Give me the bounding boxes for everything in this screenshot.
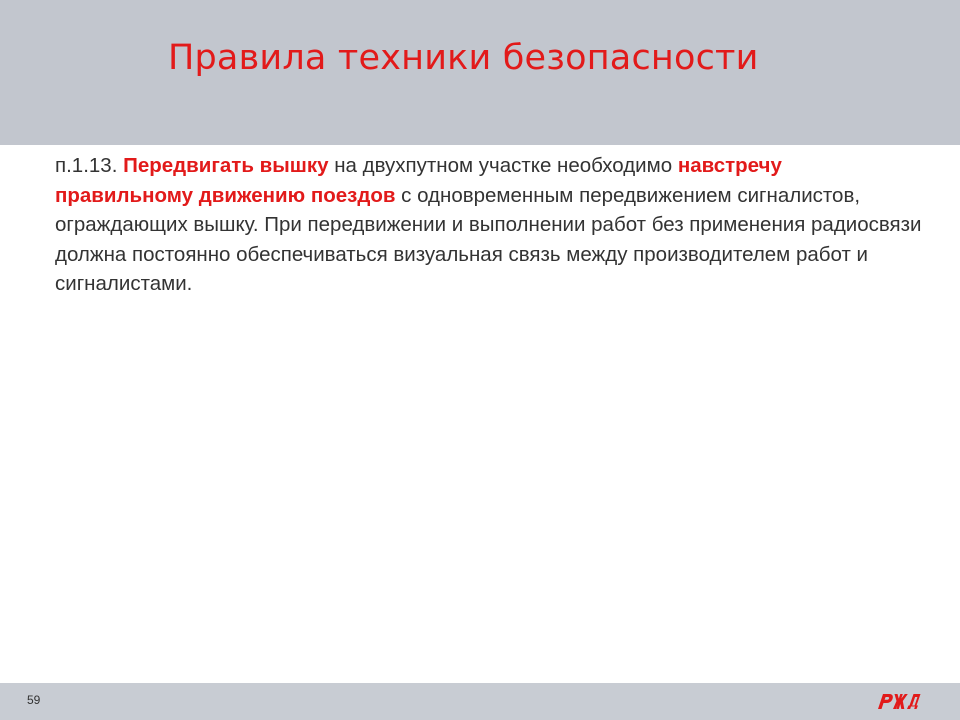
page-number: 59 [27, 693, 41, 707]
header-divider [0, 145, 960, 147]
footer-band [0, 683, 960, 720]
rule-paragraph [55, 151, 925, 299]
logo-letter-d [907, 694, 921, 709]
rule-highlight-direction: навстречу правильному движению поездов [55, 154, 782, 207]
rule-text-part-1: на двухпутном участке необходимо [328, 154, 678, 177]
rzd-logo [875, 690, 925, 712]
rule-highlight-move-tower: Передвигать вышку [123, 154, 329, 177]
logo-letter-r [878, 694, 893, 709]
rule-number: п.1.13. [55, 154, 124, 177]
slide-title: Правила техники безопасности [168, 38, 759, 78]
logo-letter-zh [893, 694, 908, 709]
rule-text-part-2: с одновременным передвижением сигналистов, ограждающих вышку. При передвижении и выполнении работ без применения радиосвязи должна постоянно обеспечиваться визуальная связь между производителем работ и сигналистами. [55, 183, 922, 295]
